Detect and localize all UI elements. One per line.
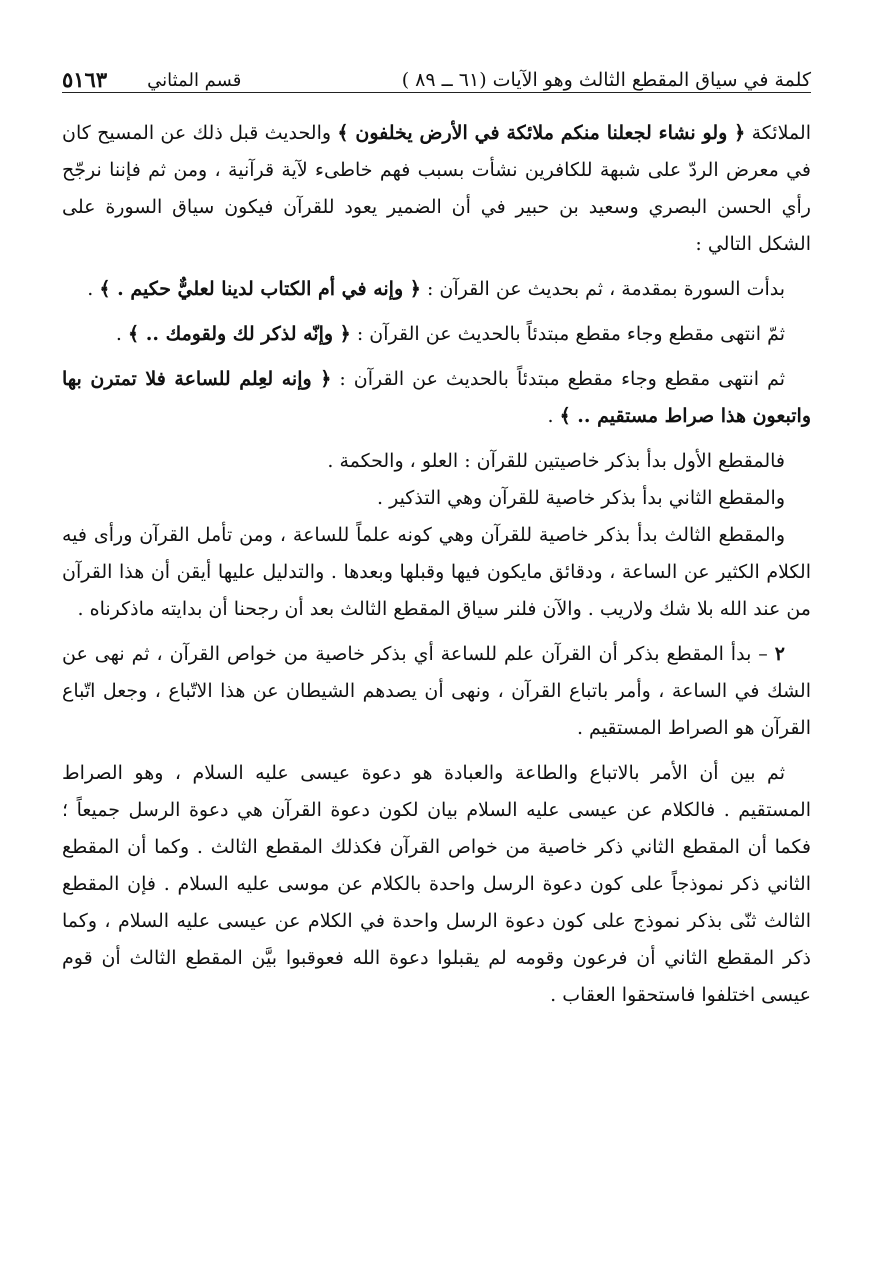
page-number: ٥١٦٣ [62,67,108,92]
paragraph-1 [62,115,811,263]
item-number: ٢ [774,643,785,665]
paragraph-text: . [547,405,554,427]
section-name: قسم المثاني [147,70,242,91]
paragraph-5: فالمقطع الأول بدأ بذكر خاصيتين للقرآن : العلو ، والحكمة . [327,450,785,472]
paragraph-9: ثم بين أن الأمر بالاتباع والطاعة والعبادة هو دعوة عيسى عليه السلام ، وهو الصراط المستقيم . فالكلام عن عيسى عليه السلام بيان لكون دعوة القرآن هي دعوة الرسل جميعاً ؛ فكما أن المقطع الثاني ذكر خاصية من خواص القرآن فكذلك المقطع الثالث . وكما أن المقطع الثاني ذكر نموذجاً على كون دعوة الرسل واحدة بالكلام عن موسى عليه السلام . فإن المقطع الثالث ثنّى بذكر نموذج على كون دعوة الرسل واحدة في الكلام عن عيسى عليه السلام ، وكما ذكر المقطع الثاني أن فرعون وقومه لم يقبلوا دعوة الله فعوقبوا بيَّن المقطع الثالث أن قوم عيسى اختلفوا فاستحقوا العقاب . [62,762,811,1006]
paragraph-text: والحديث قبل ذلك عن المسيح كان في معرض الردّ على شبهة للكافرين نشأت بسبب فهم خاطىء لآية قرآنية ، ومن ثم فإننا نرجّح رأي الحسن البصري وسعيد بن حبير في أن الضمير يعود للقرآن فيكون سياق السورة على الشكل التالي : [62,122,811,255]
paragraph-8 [62,636,811,747]
header-left-group [62,69,241,90]
quran-verse: ﴿ ولو نشاء لجعلنا منكم ملائكة في الأرض يخلفون ﴾ [337,122,746,144]
paragraph-text: . [87,278,94,300]
paragraph-2 [62,271,811,308]
paragraph-text: بدأت السورة بمقدمة ، ثم بحديث عن القرآن : [426,278,785,300]
paragraph-7: والمقطع الثالث بدأ بذكر خاصية للقرآن وهي كونه علماً للساعة ، ومن تأمل القرآن ورأى فيه الكلام الكثير عن الساعة ، ودقائق مايكون فيها وقبلها وبعدها . والتدليل عليها أيقن أن هذا القرآن من عند الله بلا شك ولاريب . والآن فلنر سياق المقطع الثالث بعد أن رجحنا أن بدايته ماذكرناه . [62,524,811,620]
paragraph-text: ثم انتهى مقطع وجاء مقطع مبتدئاً بالحديث عن القرآن : [339,368,786,390]
quran-verse: ﴿ وإنّه لذكر لك ولقومك .. ﴾ [128,323,351,345]
page-header [62,56,811,90]
quran-verse: ﴿ وإنه لعِلم للساعة فلا تمترن بها واتبعون هذا صراط مستقيم .. ﴾ [62,368,811,427]
paragraph-6: والمقطع الثاني بدأ بذكر خاصية للقرآن وهي التذكير . [377,487,785,509]
quran-verse: ﴿ وإنه في أم الكتاب لدينا لعليٌّ حكيم . ﴾ [99,278,421,300]
running-title: كلمة في سياق المقطع الثالث وهو الآيات (٦١ ــ ٨٩ ) [401,69,811,91]
paragraph-text: – بدأ المقطع بذكر أن القرآن علم للساعة أي بذكر خاصية من خواص القرآن ، ثم نهى عن الشك في الساعة ، وأمر باتباع القرآن ، ونهى أن يصدهم الشيطان عن هذا الاتّباع ، وجعل اتّباع القرآن هو الصراط المستقيم . [62,643,811,739]
page-body [62,115,811,1014]
paragraph-4 [62,361,811,435]
header-rule [62,92,811,93]
paragraph-text: الملائكة [751,122,811,144]
paragraph-text: ثمّ انتهى مقطع وجاء مقطع مبتدئاً بالحديث عن القرآن : [356,323,785,345]
paragraph-text: . [115,323,122,345]
paragraph-3 [62,316,811,353]
